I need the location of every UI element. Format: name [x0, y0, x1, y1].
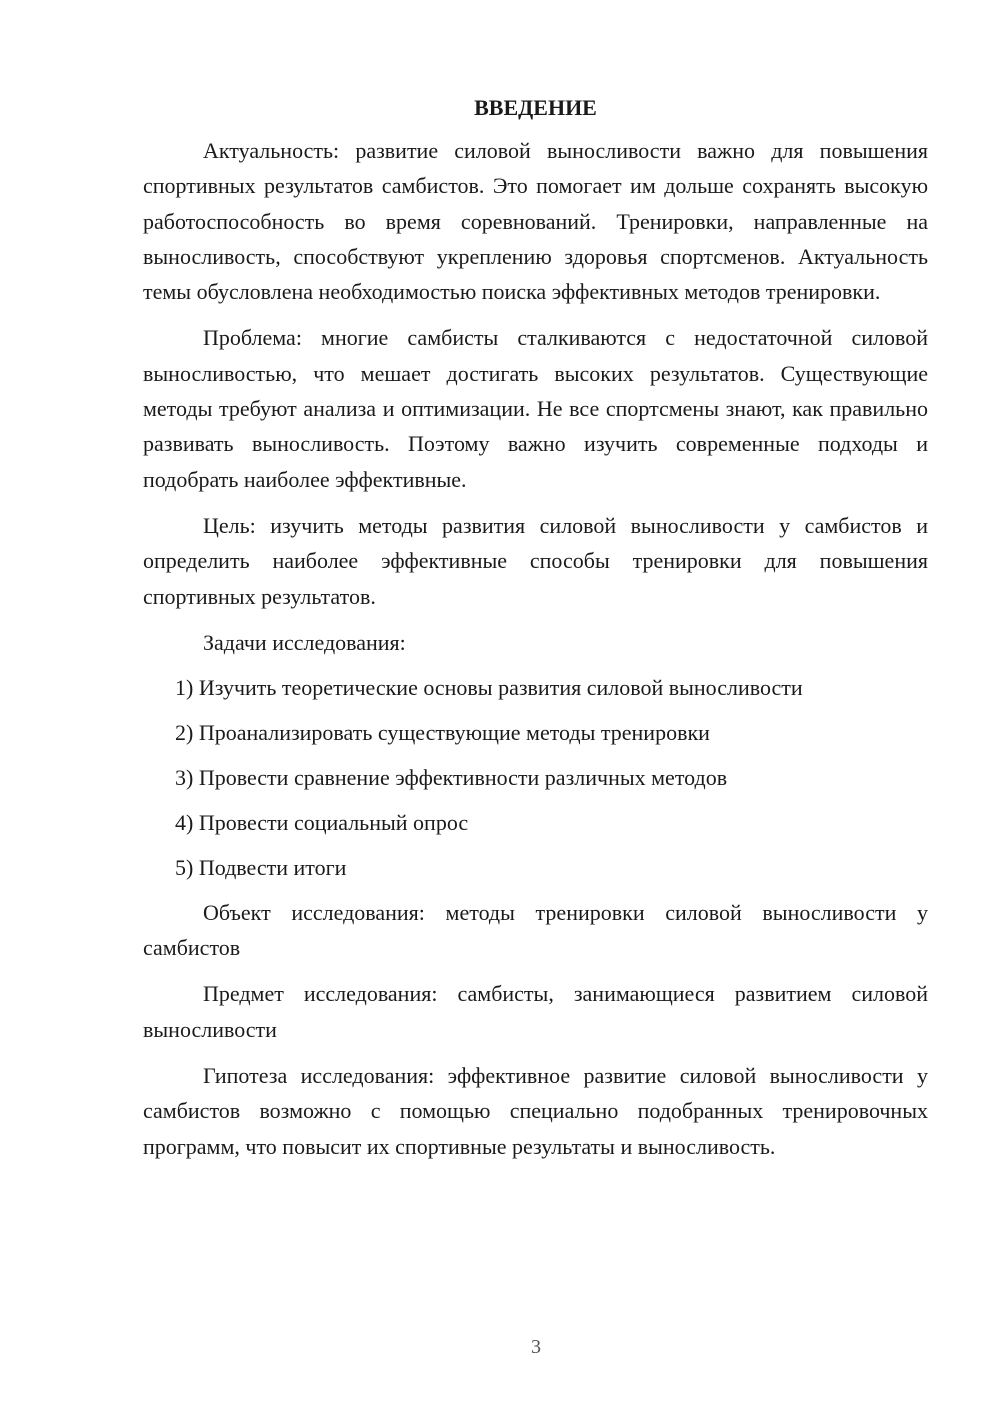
relevance-paragraph: Актуальность: развитие силовой выносливости важно для повышения спортивных результатов самбистов. Это помогает им дольше сохранять высокую работоспособность во время соревнований. Тренировки, направленные на выносливость, способствуют укреплению здоровья спортсменов. Актуальность темы обусловлена необходимостью поиска эффективных методов тренировки.	[143, 138, 928, 305]
problem-paragraph: Проблема: многие самбисты сталкиваются с недостаточной силовой выносливостью, что мешает достигать высоких результатов. Существующие методы требуют анализа и оптимизации. Не все спортсмены знают, как правильно развивать выносливость. Поэтому важно изучить современные подходы и подобрать наиболее эффективные.	[143, 325, 928, 492]
hypothesis-paragraph: Гипотеза исследования: эффективное развитие силовой выносливости у самбистов возможно с помощью специально подобранных тренировочных программ, что повысит их спортивные результаты и выносливость.	[143, 1063, 928, 1159]
tasks-heading: Задачи исследования:	[203, 629, 406, 655]
task-item-1: 1) Изучить теоретические основы развития силовой выносливости	[175, 674, 803, 700]
page-content	[143, 90, 928, 1175]
task-item-5: 5) Подвести итоги	[175, 854, 347, 880]
task-item-3: 3) Провести сравнение эффективности различных методов	[175, 764, 728, 790]
page-title: ВВЕДЕНИЕ	[474, 95, 597, 120]
task-item-2: 2) Проанализировать существующие методы тренировки	[175, 719, 710, 745]
task-item-4: 4) Провести социальный опрос	[175, 809, 469, 835]
object-paragraph: Объект исследования: методы тренировки силовой выносливости у самбистов	[143, 899, 928, 961]
task-list	[143, 670, 928, 885]
subject-paragraph: Предмет исследования: самбисты, занимающиеся развитием силовой выносливости	[143, 981, 928, 1042]
goal-paragraph: Цель: изучить методы развития силовой выносливости у самбистов и определить наиболее эффективные способы тренировки для повышения спортивных результатов.	[143, 512, 928, 609]
page-number: 3	[531, 1336, 541, 1358]
